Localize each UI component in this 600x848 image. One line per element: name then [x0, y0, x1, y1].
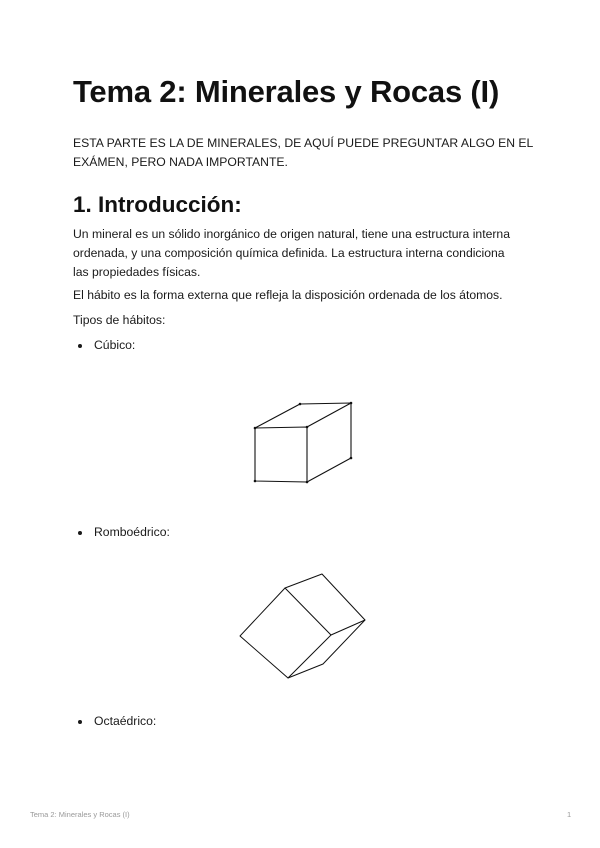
list-item-label: Romboédrico: [94, 525, 170, 539]
cube-habit-drawing [240, 395, 365, 490]
rhombohedron-habit-drawing [235, 568, 375, 683]
list-item-label: Octaédrico: [94, 714, 157, 728]
section-heading-introduccion: 1. Introducción: [73, 192, 242, 217]
footer-document-title: Tema 2: Minerales y Rocas (I) [30, 810, 130, 819]
habit-definition-paragraph: El hábito es la forma externa que refleja la disposición ordenada de los átomos. [73, 288, 503, 302]
page-title: Tema 2: Minerales y Rocas (I) [73, 74, 500, 109]
mineral-definition-paragraph: Un mineral es un sólido inorgánico de origen natural, tiene una estructura interna ordenada, y una composición química definida. La estructura interna condiciona las propiedades físicas. [73, 227, 510, 279]
list-item-cubico [78, 336, 135, 355]
footer-page-number: 1 [567, 810, 572, 819]
habit-types-label: Tipos de hábitos: [73, 313, 166, 327]
list-item-romboedrico [78, 523, 170, 542]
intro-note: ESTA PARTE ES LA DE MINERALES, DE AQUÍ PUEDE PREGUNTAR ALGO EN EL EXÁMEN, PERO NADA IMPORTANTE. [73, 136, 533, 169]
list-item-label: Cúbico: [94, 338, 136, 352]
list-item-octaedrico [78, 712, 156, 731]
